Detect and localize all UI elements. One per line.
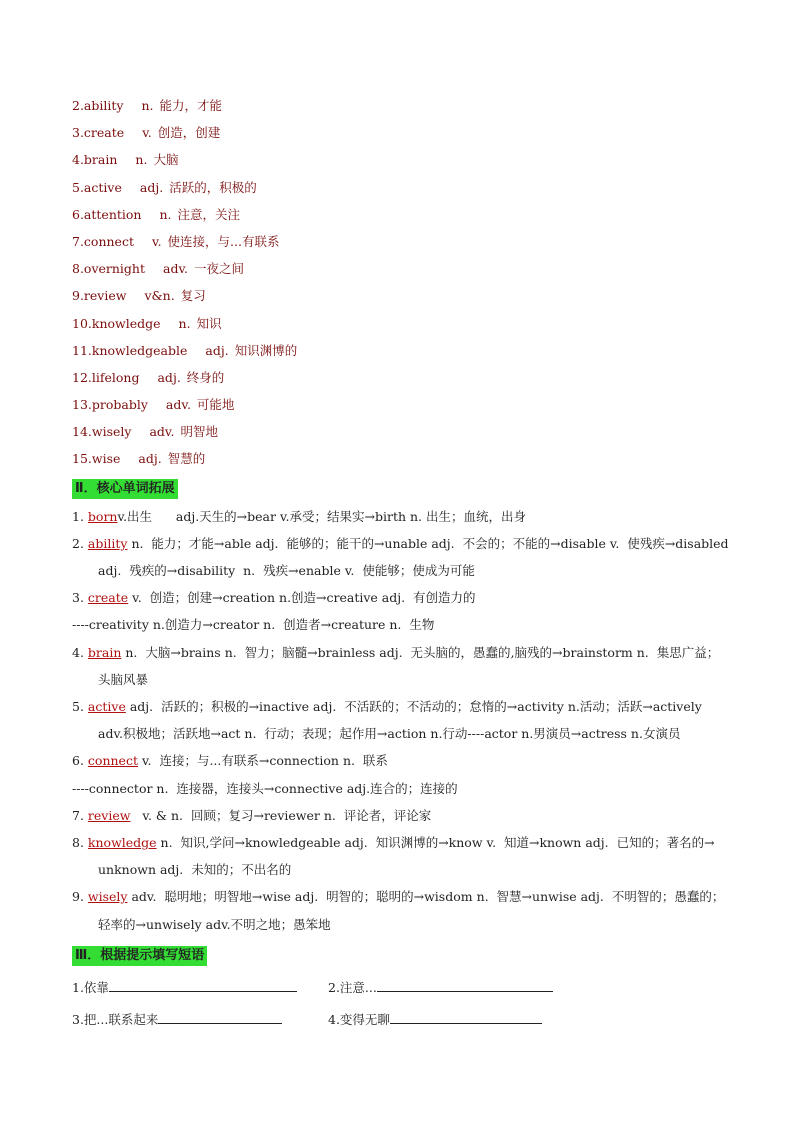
- headword: ability: [87, 535, 128, 551]
- section3-heading-row: [72, 940, 732, 970]
- vocab-item: [72, 364, 732, 391]
- item-number: 2.: [72, 535, 84, 551]
- vocab-pos: adj.: [157, 369, 181, 385]
- extension-item: [72, 584, 732, 611]
- headword: review: [87, 807, 131, 823]
- vocab-item: [72, 445, 732, 472]
- vocab-pos: v.: [151, 233, 162, 249]
- vocab-word: 8.overnight: [72, 261, 146, 277]
- derivation-text: v. 创造；创建→creation n.创造→creative adj. 有创造力的: [128, 590, 476, 606]
- extension-item: [72, 693, 732, 747]
- extension-item: [72, 802, 732, 829]
- fill-label: 1.依靠: [72, 979, 109, 995]
- fill-row-2: [72, 1004, 732, 1036]
- vocab-meaning: 知识: [196, 315, 222, 331]
- vocab-item: [72, 174, 732, 201]
- vocab-meaning: 活跃的，积极的: [169, 179, 257, 195]
- vocab-pos: n.: [135, 152, 148, 168]
- vocab-pos: adv.: [163, 261, 189, 277]
- headword: create: [87, 590, 129, 606]
- extension-line: [72, 530, 732, 557]
- derivation-text: ----creativity n.创造力→creator n. 创造者→creature n. 生物: [72, 617, 435, 633]
- item-number: 7.: [72, 807, 84, 823]
- vocab-meaning: 明智地: [180, 424, 218, 440]
- vocab-word: 11.knowledgeable: [72, 342, 188, 358]
- item-number: 4.: [72, 644, 84, 660]
- vocab-pos: n.: [141, 98, 154, 113]
- extension-line: [72, 883, 732, 910]
- extension-item: [72, 883, 732, 937]
- vocab-pos: n.: [178, 315, 191, 331]
- vocab-meaning: 使连接，与...有联系: [167, 233, 280, 249]
- headword: born: [87, 508, 118, 524]
- item-number: 5.: [72, 699, 84, 715]
- fill-item: [328, 972, 553, 1004]
- vocab-item: [72, 255, 732, 282]
- vocab-word: 7.connect: [72, 233, 134, 249]
- derivation-continuation: 头脑风暴: [98, 671, 149, 687]
- extension-line: [72, 503, 732, 530]
- extension-item: [72, 639, 732, 693]
- vocab-meaning: 能力，才能: [159, 98, 223, 113]
- section2-heading: Ⅱ．核心单词拓展: [72, 479, 178, 499]
- vocab-meaning: 智慧的: [167, 451, 206, 467]
- extension-item: [72, 747, 732, 774]
- headword: knowledge: [87, 835, 157, 851]
- section3-heading: Ⅲ．根据提示填写短语: [72, 946, 207, 966]
- vocab-word: 5.active: [72, 179, 122, 195]
- vocab-meaning: 注意，关注: [177, 206, 241, 222]
- derivation-text: v. 连接；与...有联系→connection n. 联系: [137, 753, 388, 769]
- vocab-pos: adv.: [165, 397, 191, 413]
- fill-item: [72, 1004, 282, 1036]
- extension-line: [72, 829, 732, 856]
- vocab-word: 2.ability: [72, 98, 124, 113]
- vocab-word: 15.wise: [72, 451, 121, 467]
- extension-line: [72, 693, 732, 720]
- vocab-item: [72, 391, 732, 418]
- derivation-continuation: unknown adj. 未知的；不出名的: [98, 862, 292, 878]
- answer-blank[interactable]: [158, 1009, 282, 1024]
- vocab-pos: v&n.: [144, 288, 175, 304]
- vocab-word: 9.review: [72, 288, 127, 304]
- vocab-pos: adv.: [149, 424, 175, 440]
- derivation-text: v. & n. 回顾；复习→reviewer n. 评论者，评论家: [130, 807, 432, 823]
- vocab-item: [72, 282, 732, 309]
- extension-item: [72, 611, 732, 638]
- answer-blank[interactable]: [377, 977, 553, 992]
- derivation-continuation: adv.积极地；活跃地→act n. 行动；表现；起作用→action n.行动----actor n.男演员→actress n.女演员: [98, 726, 681, 742]
- fill-label: 3.把...联系起来: [72, 1011, 159, 1027]
- derivation-continuation: 轻率的→unwisely adv.不明之地；愚笨地: [98, 916, 331, 932]
- vocab-word: 12.lifelong: [72, 369, 140, 385]
- extension-item: [72, 775, 732, 802]
- vocab-word: 13.probably: [72, 397, 148, 413]
- worksheet-page: [72, 92, 732, 1036]
- vocab-word: 14.wisely: [72, 424, 132, 440]
- extension-item: [72, 503, 732, 530]
- vocab-item: [72, 201, 732, 228]
- vocab-item: [72, 418, 732, 445]
- vocab-word: 4.brain: [72, 152, 118, 168]
- vocab-pos: adj.: [205, 342, 229, 358]
- vocab-meaning: 复习: [180, 288, 206, 304]
- fill-item: [328, 1004, 542, 1036]
- section2-heading-row: [72, 473, 732, 503]
- vocab-item: [72, 228, 732, 255]
- derivation-continuation: adj. 残疾的→disability n. 残疾→enable v. 使能够；使成为可能: [98, 563, 475, 579]
- vocab-meaning: 一夜之间: [194, 261, 245, 277]
- extension-item: [72, 530, 732, 584]
- derivation-text: n. 能力；才能→able adj. 能够的；能干的→unable adj. 不会的；不能的→disable v. 使残疾→disabled: [127, 535, 729, 551]
- vocab-meaning: 大脑: [153, 152, 179, 168]
- vocab-pos: n.: [159, 206, 172, 222]
- extension-line: [72, 775, 732, 802]
- vocab-item: [72, 119, 732, 146]
- vocab-meaning: 创造，创建: [157, 125, 221, 141]
- vocab-word: 6.attention: [72, 206, 142, 222]
- derivation-text: v.出生 adj.天生的→bear v.承受；结果实→birth n. 出生；血统，出身: [117, 508, 526, 524]
- vocab-list: [72, 92, 732, 473]
- fill-in-area: [72, 972, 732, 1036]
- vocab-item: [72, 310, 732, 337]
- extension-line: [72, 584, 732, 611]
- extension-item: [72, 829, 732, 883]
- fill-row-1: [72, 972, 732, 1004]
- vocab-pos: adj.: [138, 451, 162, 467]
- headword: active: [87, 699, 126, 715]
- derivation-text: adv. 聪明地；明智地→wise adj. 明智的；聪明的→wisdom n. 智慧→unwise adj. 不明智的；愚蠢的；: [127, 889, 725, 905]
- fill-label: 4.变得无聊: [328, 1011, 390, 1027]
- derivation-text: ----connector n. 连接器，连接头→connective adj.连合的；连接的: [72, 780, 458, 796]
- vocab-pos: adj.: [139, 179, 164, 195]
- vocab-meaning: 终身的: [186, 369, 225, 385]
- extension-line: [72, 747, 732, 774]
- extension-line: [72, 639, 732, 666]
- headword: wisely: [87, 889, 128, 905]
- extension-line: [72, 611, 732, 638]
- answer-blank[interactable]: [109, 977, 297, 992]
- derivation-text: adj. 活跃的；积极的→inactive adj. 不活跃的；不活动的；怠惰的→activity n.活动；活跃→actively: [125, 699, 702, 715]
- fill-label: 2.注意...: [328, 979, 377, 995]
- item-number: 8.: [72, 835, 84, 851]
- item-number: 1.: [72, 508, 84, 524]
- answer-blank[interactable]: [390, 1009, 542, 1024]
- headword: connect: [87, 753, 138, 769]
- derivation-text: n. 知识,学问→knowledgeable adj. 知识渊博的→know v. 知道→known adj. 已知的；著名的→: [156, 835, 715, 851]
- vocab-word: 3.create: [72, 125, 125, 141]
- vocab-item: [72, 146, 732, 173]
- item-number: 6.: [72, 753, 84, 769]
- headword: brain: [87, 644, 122, 660]
- item-number: 3.: [72, 590, 84, 606]
- vocab-item: [72, 92, 732, 119]
- vocab-item: [72, 337, 732, 364]
- vocab-pos: v.: [142, 125, 152, 141]
- vocab-meaning: 可能地: [196, 397, 235, 413]
- word-extension-list: [72, 503, 732, 938]
- extension-line: [72, 802, 732, 829]
- item-number: 9.: [72, 889, 84, 905]
- fill-item: [72, 972, 297, 1004]
- vocab-meaning: 知识渊博的: [234, 342, 298, 358]
- derivation-text: n. 大脑→brains n. 智力；脑髓→brainless adj. 无头脑的，愚蠢的,脑残的→brainstorm n. 集思广益；: [121, 644, 720, 660]
- vocab-word: 10.knowledge: [72, 315, 161, 331]
